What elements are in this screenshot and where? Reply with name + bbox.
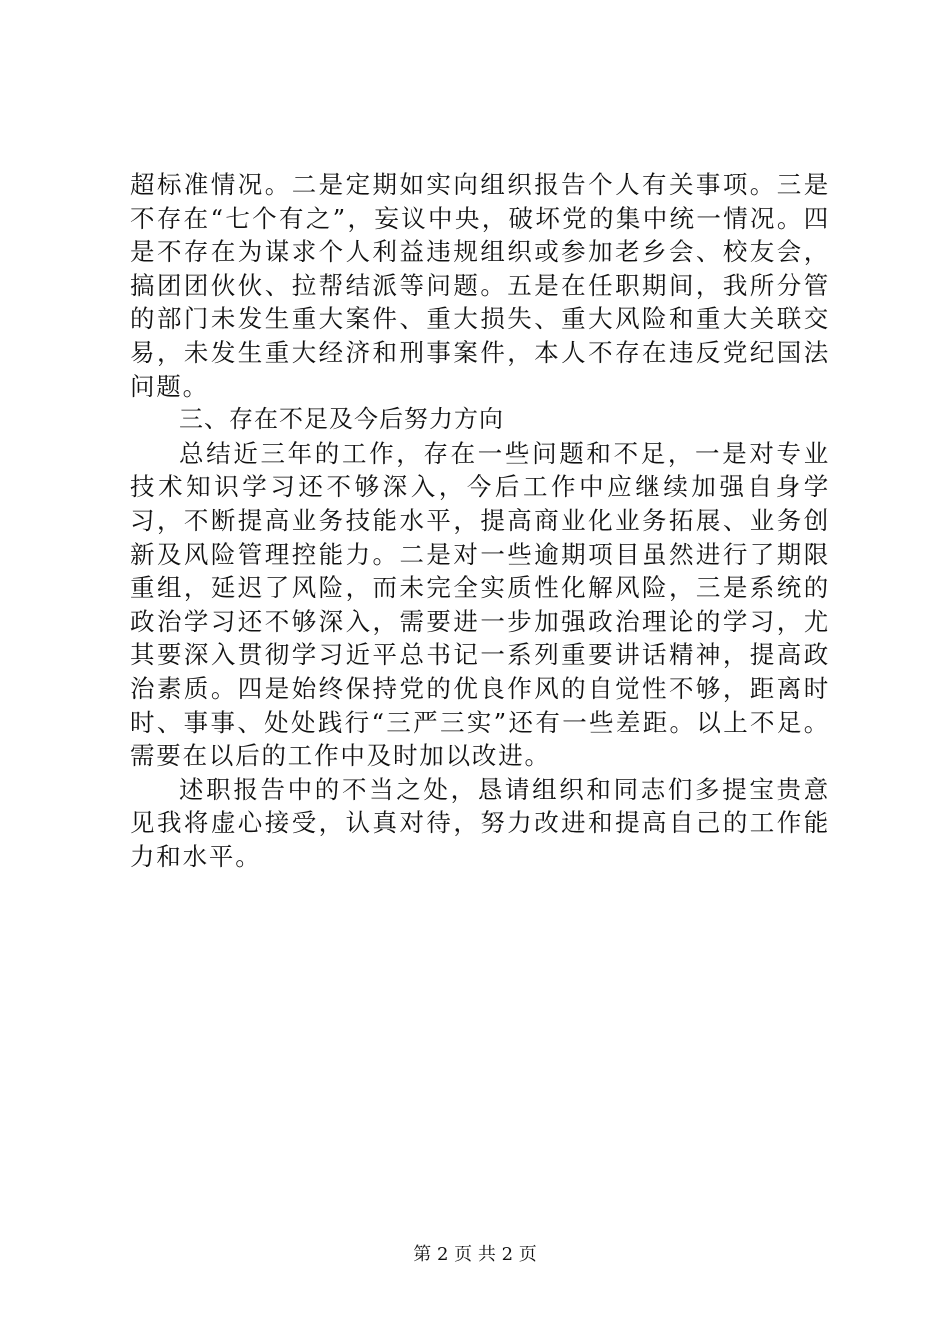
section-heading: 三、存在不足及今后努力方向 — [179, 405, 504, 434]
paragraph-shortcomings: 总结近三年的工作，存在一些问题和不足，一是对专业技术知识学习还不够深入，今后工作中应继续加强自身学习，不断提高业务技能水平，提高商业化业务拓展、业务创新及风险管理控能力。二是对一些逾期项目虽然进行了期限重组，延迟了风险，而未完全实质性化解风险，三是系统的政治学习还不够深入，需要进一步加强政治理论的学习，尤其要深入贯彻学习近平总书记一系列重要讲话精神，提高政治素质。四是始终保持党的优良作风的自觉性不够，距离时时、事事、处处践行“三严三实”还有一些差距。以上不足。需要在以后的工作中及时加以改进。 — [130, 438, 830, 771]
paragraph-continuation: 超标准情况。二是定期如实向组织报告个人有关事项。三是不存在“七个有之”，妄议中央，破坏党的集中统一情况。四是不存在为谋求个人利益违规组织或参加老乡会、校友会，搞团团伙伙、拉帮结派等问题。五是在任职期间，我所分管的部门未发生重大案件、重大损失、重大风险和重大关联交易，未发生重大经济和刑事案件，本人不存在违反党纪国法问题。 — [130, 170, 830, 401]
paragraph-closing: 述职报告中的不当之处，恳请组织和同志们多提宝贵意见我将虚心接受，认真对待，努力改进和提高自己的工作能力和水平。 — [130, 774, 830, 871]
page-footer: 第 2 页 共 2 页 — [413, 1244, 537, 1265]
document-body — [130, 168, 830, 873]
